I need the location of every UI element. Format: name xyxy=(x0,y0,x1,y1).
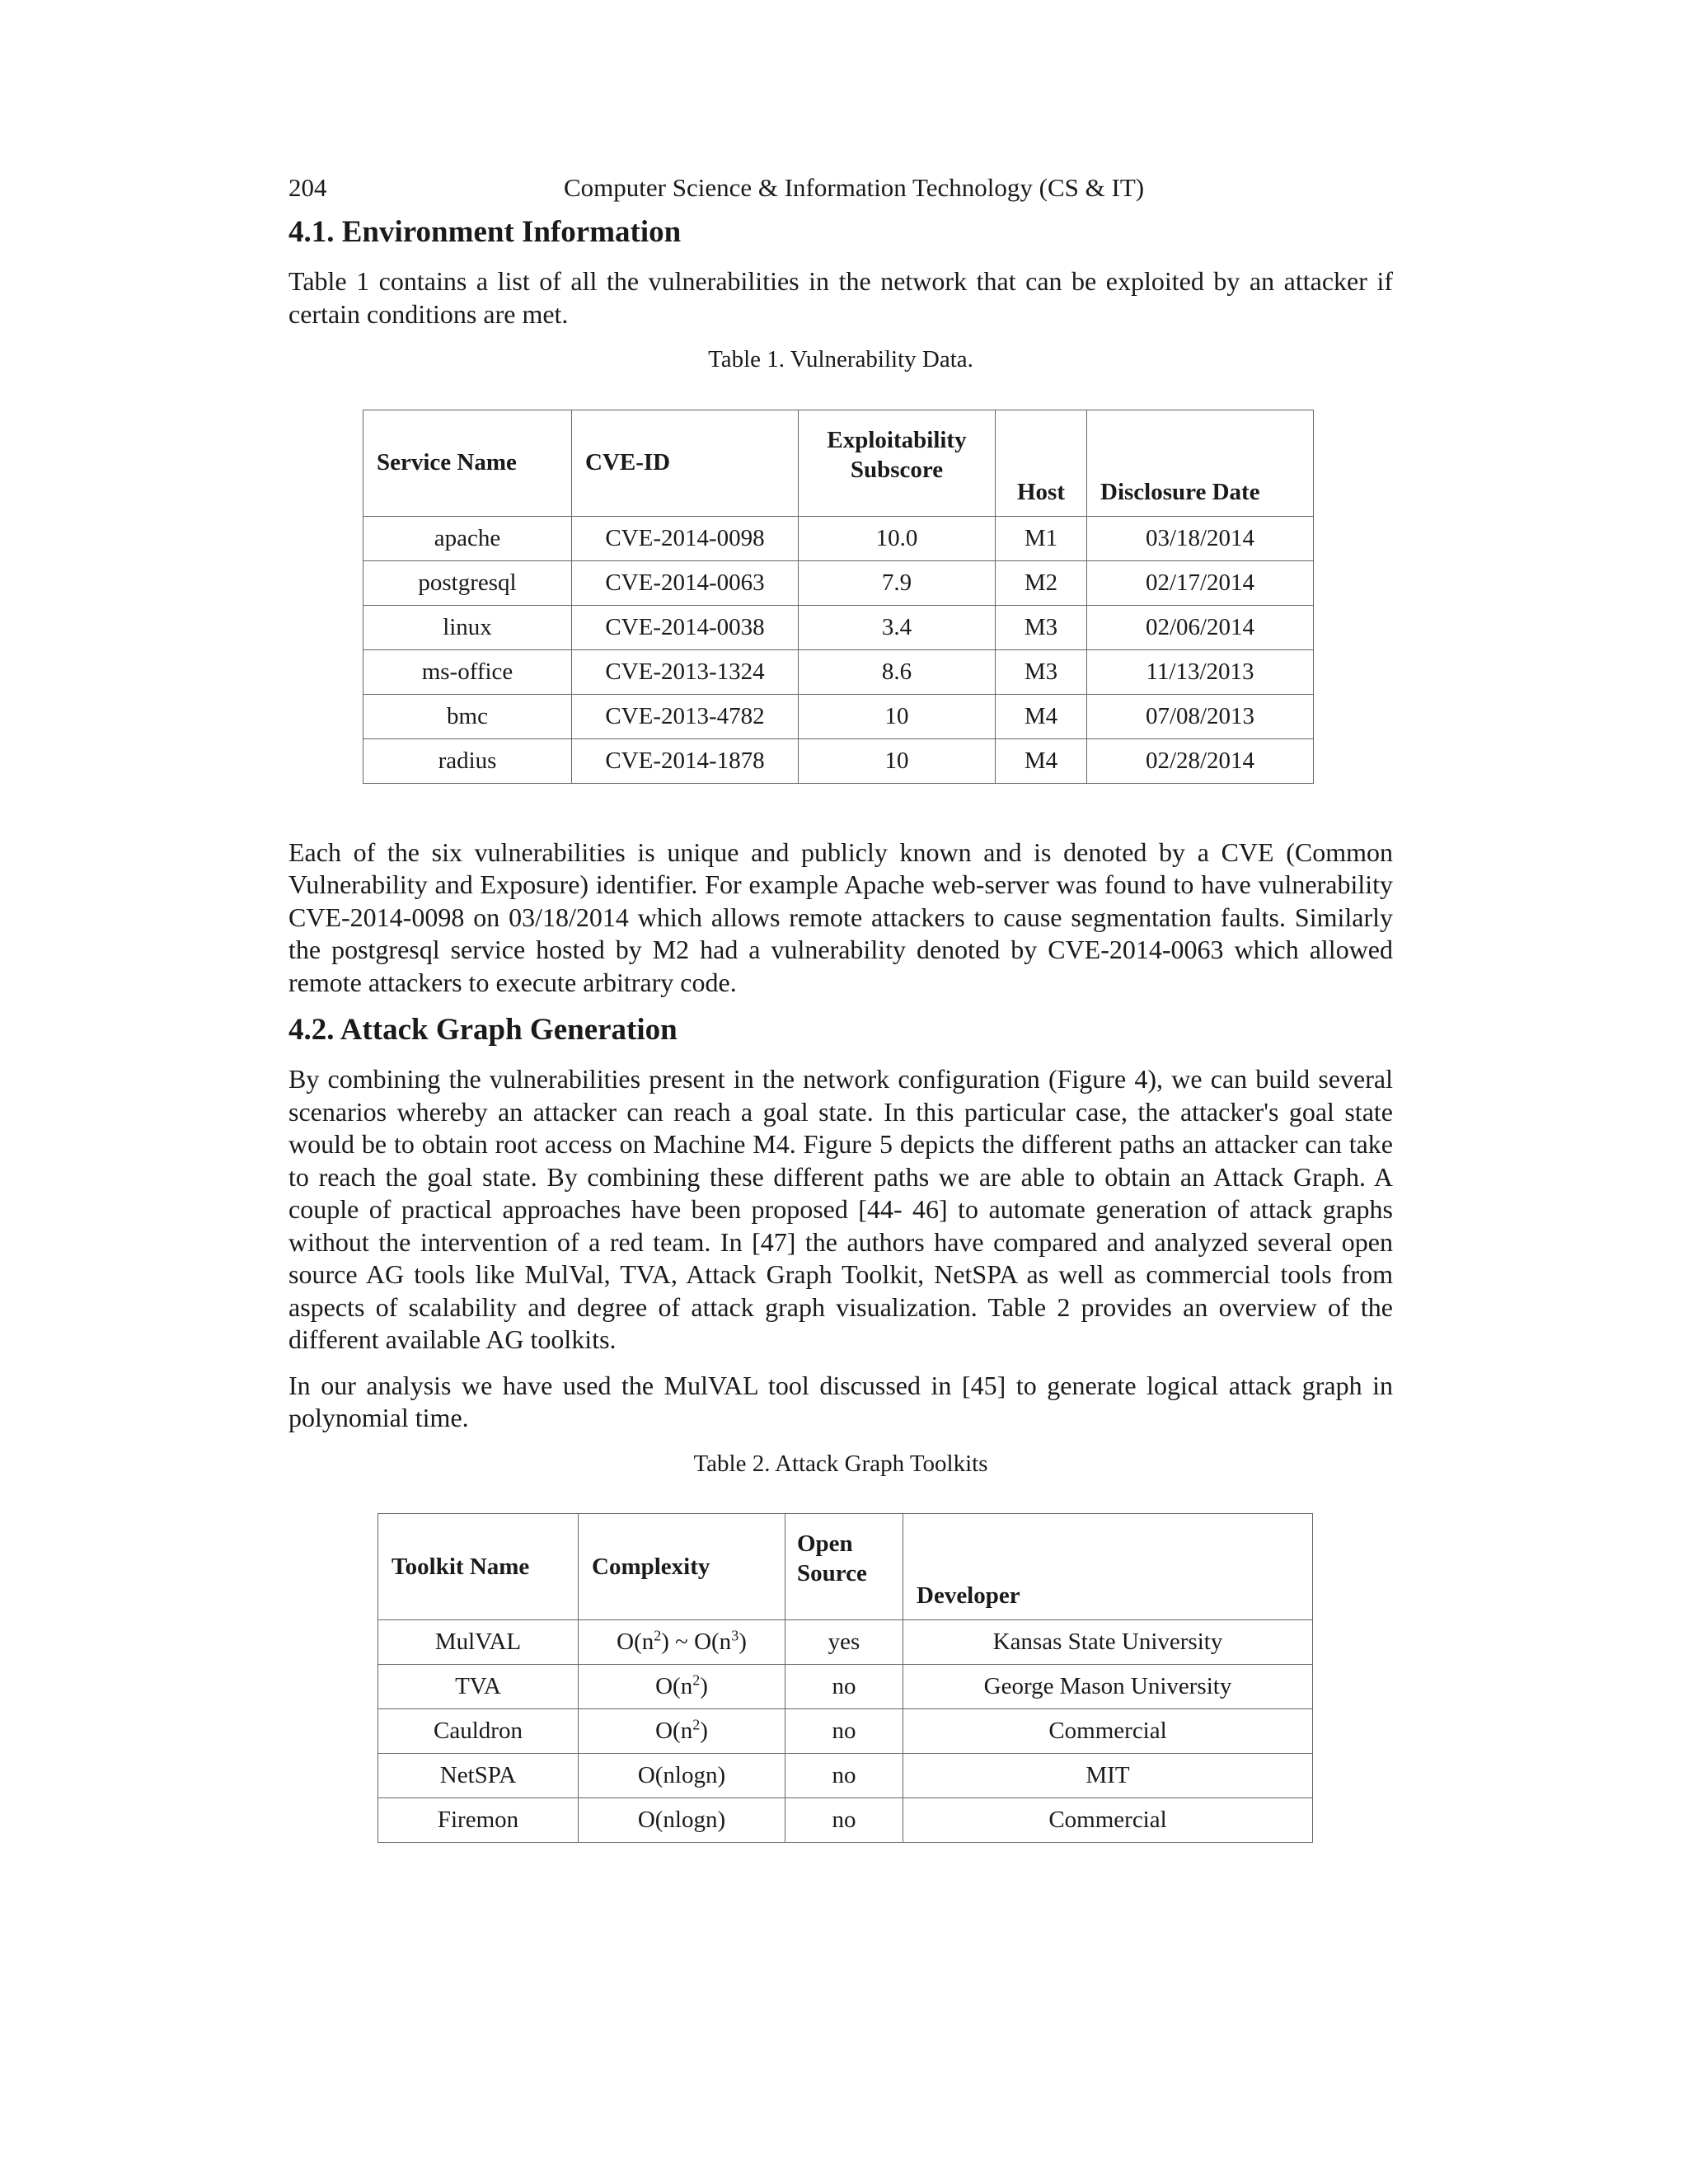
cell-host: M3 xyxy=(996,605,1087,649)
table-header-row xyxy=(363,410,1314,516)
cell-open-source: no xyxy=(785,1709,903,1754)
cell-exploitability: 3.4 xyxy=(799,605,996,649)
paragraph-mulval: In our analysis we have used the MulVAL tool discussed in [45] to generate logical attack graph in polynomial time. xyxy=(288,1370,1393,1432)
cell-service: postgresql xyxy=(363,560,572,605)
page xyxy=(288,165,1393,1843)
table-row xyxy=(378,1709,1313,1754)
cell-complexity: O(nlogn) xyxy=(579,1798,785,1843)
cell-host: M4 xyxy=(996,694,1087,738)
cell-complexity: $O(n^2)$ xyxy=(579,1665,785,1709)
journal-title: Computer Science & Information Technology (CS & IT) xyxy=(564,173,1145,202)
cell-disclosure-date: 07/08/2013 xyxy=(1087,694,1314,738)
cell-service: apache xyxy=(363,516,572,560)
table-row xyxy=(363,738,1314,783)
section-heading-environment: 4.1. Environment Information xyxy=(288,215,682,249)
col-open-source xyxy=(785,1514,903,1620)
cell-disclosure-date: 02/06/2014 xyxy=(1087,605,1314,649)
cell-cve-id: CVE-2013-1324 xyxy=(572,649,799,694)
cell-developer: Commercial xyxy=(903,1709,1313,1754)
paragraph-attack-graph: By combining the vulnerabilities present in the network configuration (Figure 4), we can build several scenarios whereby an attacker can reach a goal state. In this particular case, the attacker's goal state would be to obtain root access on Machine M4. Figure 5 depicts the different paths an attacker can take to reach the goal state. By combining these different paths we are able to obtain an Attack Graph. A couple of practical approaches have been proposed [44- 46] to automate generation of attack graphs without the intervention of a red team. In [47] the authors have compared and analyzed several open source AG tools like MulVal, TVA, Attack Graph Toolkit, NetSPA as well as commercial tools from aspects of scalability and degree of attack graph visualization. Table 2 provides an overview of the different available AG toolkits. xyxy=(288,1064,1393,1354)
cell-exploitability: 8.6 xyxy=(799,649,996,694)
col-complexity: Complexity xyxy=(579,1514,785,1620)
cell-disclosure-date: 03/18/2014 xyxy=(1087,516,1314,560)
cell-cve-id: CVE-2014-1878 xyxy=(572,738,799,783)
col-toolkit-name: Toolkit Name xyxy=(378,1514,579,1620)
cell-disclosure-date: 02/28/2014 xyxy=(1087,738,1314,783)
table-row xyxy=(378,1754,1313,1798)
col-host: Host xyxy=(996,410,1087,516)
table-row xyxy=(363,694,1314,738)
cell-service: radius xyxy=(363,738,572,783)
col-exploitability-label: Exploitability Subscore xyxy=(827,426,967,483)
col-service-name: Service Name xyxy=(363,410,572,516)
page-number: 204 xyxy=(288,173,327,202)
table-row xyxy=(363,560,1314,605)
table-row xyxy=(363,649,1314,694)
cell-toolkit-name: MulVAL xyxy=(378,1620,579,1665)
cell-host: M2 xyxy=(996,560,1087,605)
cell-toolkit-name: TVA xyxy=(378,1665,579,1709)
table-row xyxy=(378,1798,1313,1843)
cell-cve-id: CVE-2014-0063 xyxy=(572,560,799,605)
cell-complexity: O(nlogn) xyxy=(579,1754,785,1798)
cell-service: ms-office xyxy=(363,649,572,694)
cell-cve-id: CVE-2014-0098 xyxy=(572,516,799,560)
vulnerability-table-body xyxy=(363,516,1314,783)
vulnerability-table xyxy=(363,410,1314,784)
table-row xyxy=(363,516,1314,560)
paragraph-intro: Table 1 contains a list of all the vulnerabilities in the network that can be exploited by an attacker if certain conditions are met. xyxy=(288,266,1393,329)
cell-developer: Kansas State University xyxy=(903,1620,1313,1665)
cell-developer: George Mason University xyxy=(903,1665,1313,1709)
cell-host: M1 xyxy=(996,516,1087,560)
cell-toolkit-name: Cauldron xyxy=(378,1709,579,1754)
cell-service: linux xyxy=(363,605,572,649)
col-disclosure-date: Disclosure Date xyxy=(1087,410,1314,516)
paragraph-cve: Each of the six vulnerabilities is unique and publicly known and is denoted by a CVE (Common Vulnerability and Exposure) identifier. For example Apache web-server was found to have vulnerability CVE-2014-0098 on 03/18/2014 which allows remote attackers to cause segmentation faults. Similarly the postgresql service hosted by M2 had a vulnerability denoted by CVE-2014-0063 which allowed remote attackers to execute arbitrary code. xyxy=(288,837,1393,997)
table-row xyxy=(378,1620,1313,1665)
col-exploitability xyxy=(799,410,996,516)
cell-disclosure-date: 02/17/2014 xyxy=(1087,560,1314,605)
cell-exploitability: 7.9 xyxy=(799,560,996,605)
table-row xyxy=(363,605,1314,649)
cell-open-source: no xyxy=(785,1798,903,1843)
cell-open-source: no xyxy=(785,1754,903,1798)
cell-complexity: $O(n^2)$ xyxy=(579,1709,785,1754)
table1-caption: Table 1. Vulnerability Data. xyxy=(708,346,973,373)
cell-exploitability: 10.0 xyxy=(799,516,996,560)
col-developer: Developer xyxy=(903,1514,1313,1620)
table-header-row xyxy=(378,1514,1313,1620)
cell-exploitability: 10 xyxy=(799,694,996,738)
table-row xyxy=(378,1665,1313,1709)
cell-toolkit-name: Firemon xyxy=(378,1798,579,1843)
toolkit-table xyxy=(377,1513,1313,1843)
cell-cve-id: CVE-2013-4782 xyxy=(572,694,799,738)
cell-complexity: $O(n^2)$ ~ $O(n^3)$ xyxy=(579,1620,785,1665)
toolkit-table-body xyxy=(378,1620,1313,1843)
cell-host: M4 xyxy=(996,738,1087,783)
col-cve-id: CVE-ID xyxy=(572,410,799,516)
cell-disclosure-date: 11/13/2013 xyxy=(1087,649,1314,694)
cell-cve-id: CVE-2014-0038 xyxy=(572,605,799,649)
cell-toolkit-name: NetSPA xyxy=(378,1754,579,1798)
cell-open-source: no xyxy=(785,1665,903,1709)
cell-host: M3 xyxy=(996,649,1087,694)
section-heading-attack-graph: 4.2. Attack Graph Generation xyxy=(288,1013,678,1047)
cell-developer: MIT xyxy=(903,1754,1313,1798)
cell-developer: Commercial xyxy=(903,1798,1313,1843)
cell-exploitability: 10 xyxy=(799,738,996,783)
col-open-source-label: Open Source xyxy=(797,1530,867,1586)
cell-service: bmc xyxy=(363,694,572,738)
running-header xyxy=(288,165,1393,204)
cell-open-source: yes xyxy=(785,1620,903,1665)
table2-caption: Table 2. Attack Graph Toolkits xyxy=(693,1450,988,1477)
